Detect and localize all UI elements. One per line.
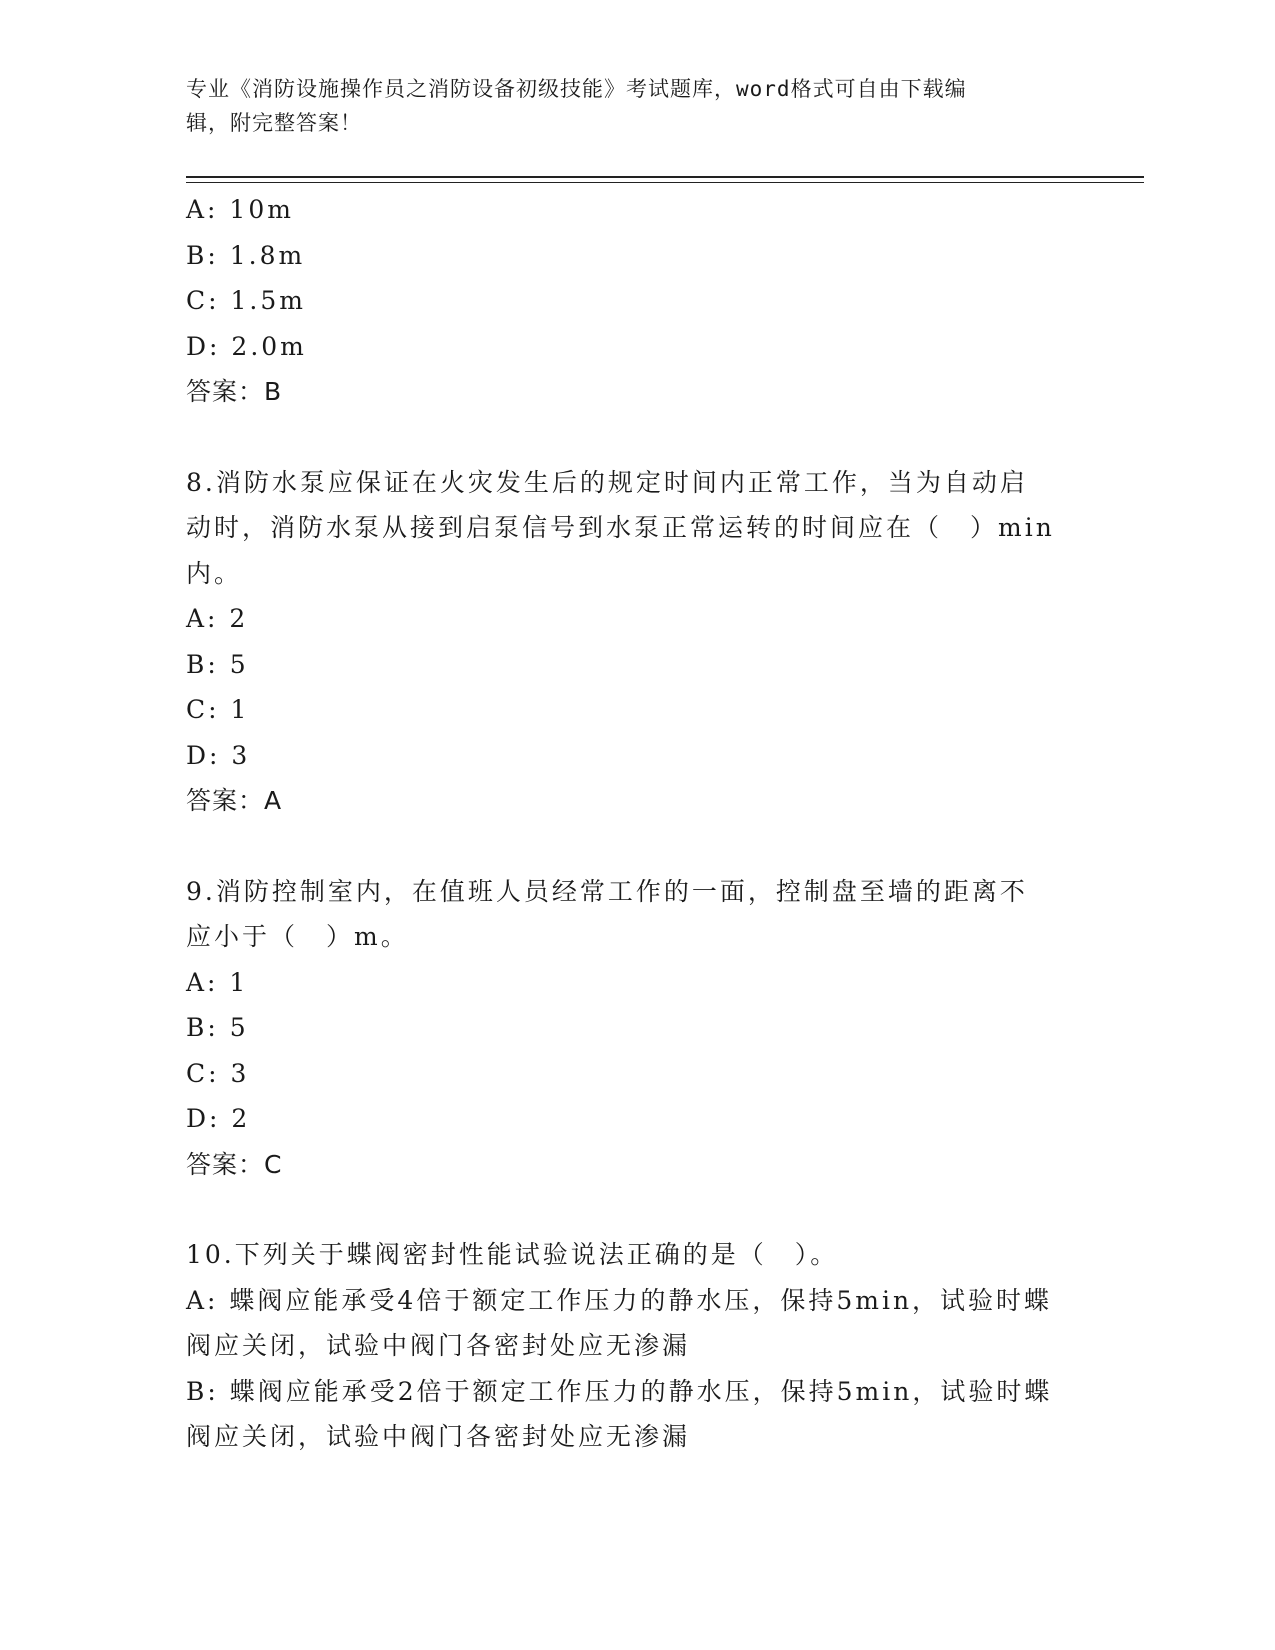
question-text-line: 动时，消防水泵从接到启泵信号到水泵正常运转的时间应在（ ）min [186, 513, 1055, 542]
spacer [186, 415, 1086, 460]
question-text-line: 应小于（ ）m。 [186, 922, 409, 951]
option-b-line: 阀应关闭，试验中阀门各密封处应无渗漏 [186, 1422, 691, 1451]
option-d: D: 2 [186, 1104, 251, 1133]
header-line-1: 专业《消防设施操作员之消防设备初级技能》考试题库，word格式可自由下载编 [186, 77, 967, 101]
answer-line: 答案：B [186, 377, 283, 406]
question-10 [186, 1232, 1086, 1460]
option-d: D: 3 [186, 740, 251, 770]
option-a-line: 阀应关闭，试验中阀门各密封处应无渗漏 [186, 1331, 691, 1360]
header-divider-thin [186, 182, 1144, 183]
option-c: C: 1.5m [186, 286, 306, 315]
option-b: B: 5 [186, 649, 249, 679]
answer-line: 答案：C [186, 1149, 283, 1179]
question-9 [186, 869, 1086, 1188]
option-d: D: 2.0m [186, 331, 307, 361]
option-a: A: 1 [186, 967, 249, 997]
option-c: C: 1 [186, 695, 250, 724]
option-c: C: 3 [186, 1058, 250, 1088]
option-b: B: 5 [186, 1013, 249, 1042]
answer-line: 答案：A [186, 786, 283, 815]
question-list [186, 187, 1086, 1460]
question-text-line: 9.消防控制室内，在值班人员经常工作的一面，控制盘至墙的距离不 [186, 876, 1028, 906]
header-line-2: 辑，附完整答案！ [186, 111, 362, 135]
question-text [186, 460, 1086, 597]
option-b [186, 1369, 1086, 1460]
question-7 [186, 187, 1086, 415]
document-header [186, 72, 1086, 140]
option-a [186, 1278, 1086, 1369]
spacer [186, 824, 1086, 869]
question-text-line: 8.消防水泵应保证在火灾发生后的规定时间内正常工作，当为自动启 [186, 467, 1028, 497]
option-b-line: B: 蝶阀应能承受2倍于额定工作压力的静水压，保持5min，试验时蝶 [186, 1376, 1053, 1406]
header-divider-thick [186, 176, 1144, 178]
question-text [186, 1232, 1086, 1278]
spacer [186, 1187, 1086, 1232]
question-text-line: 内。 [186, 558, 243, 588]
option-a: A: 10m [186, 195, 294, 224]
question-8 [186, 460, 1086, 824]
option-a-line: A: 蝶阀应能承受4倍于额定工作压力的静水压，保持5min，试验时蝶 [186, 1285, 1053, 1315]
option-a: A: 2 [186, 604, 249, 633]
question-text-line: 10.下列关于蝶阀密封性能试验说法正确的是（ ）。 [186, 1240, 839, 1269]
option-b: B: 1.8m [186, 240, 306, 270]
question-text [186, 869, 1086, 960]
